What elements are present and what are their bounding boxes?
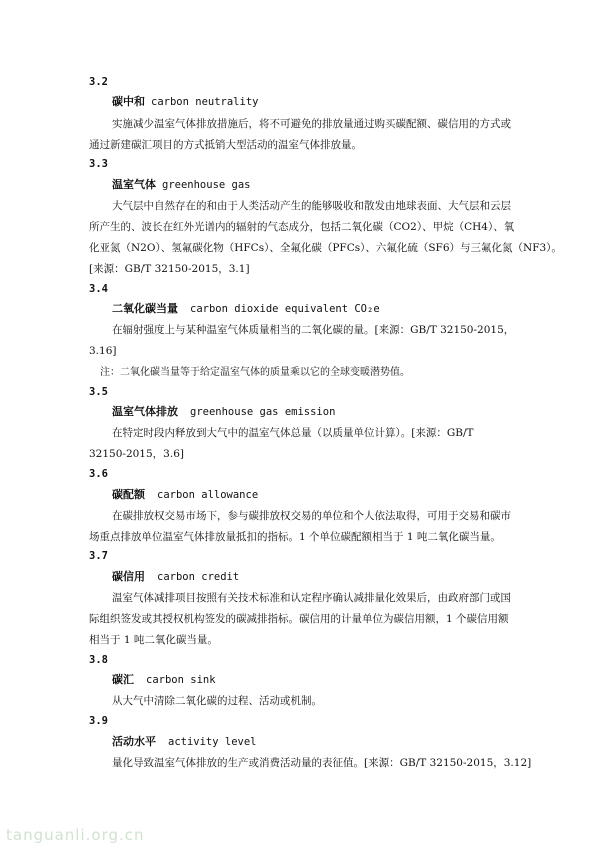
source-reference: 3.16] bbox=[89, 345, 117, 357]
term-en: carbon sink bbox=[146, 674, 216, 686]
term-zh: 碳中和 bbox=[112, 95, 145, 108]
term-zh: 温室气体排放 bbox=[112, 405, 178, 418]
term-zh: 碳信用 bbox=[112, 570, 145, 583]
term-zh: 二氧化碳当量 bbox=[112, 302, 178, 315]
term-title bbox=[112, 95, 258, 109]
term-en: activity level bbox=[168, 736, 257, 748]
definition-line: 通过新建碳汇项目的方式抵销大型活动的温室气体排放量。 bbox=[89, 139, 362, 151]
term-title bbox=[112, 178, 251, 192]
definition-line: 大气层中自然存在的和由于人类活动产生的能够吸收和散发由地球表面、大气层和云层 bbox=[112, 200, 511, 212]
term-title bbox=[112, 570, 239, 584]
watermark: tanguanli.org.cn bbox=[6, 826, 145, 844]
definition-line: 在辐射强度上与某种温室气体质量相当的二氧化碳的量。[来源：GB/T 32150-2015， bbox=[112, 324, 515, 336]
definition-line: 化亚氮（N2O）、氢氟碳化物（HFCs）、全氟化碳（PFCs）、六氟化硫（SF6）与三氟化氮（NF3）。 bbox=[89, 242, 562, 254]
term-title bbox=[112, 488, 258, 502]
definition-line: 从大气中清除二氧化碳的过程、活动或机制。 bbox=[112, 695, 322, 707]
term-en: greenhouse gas bbox=[162, 179, 251, 191]
clause-number: 3.9 bbox=[89, 715, 108, 727]
term-title bbox=[112, 302, 380, 316]
definition-line: 在特定时段内释放到大气中的温室气体总量（以质量单位计算）。[来源：GB/T bbox=[112, 427, 474, 439]
term-title bbox=[112, 405, 335, 419]
clause-number: 3.8 bbox=[89, 654, 108, 666]
definition-line: 场重点排放单位温室气体排放量抵扣的指标。1 个单位碳配额相当于 1 吨二氧化碳当量。 bbox=[89, 531, 501, 543]
clause-number: 3.2 bbox=[89, 76, 108, 88]
source-reference: [来源：GB/T 32150-2015，3.1] bbox=[89, 263, 250, 275]
definition-line: 在碳排放权交易市场下，参与碳排放权交易的单位和个人依法取得，可用于交易和碳市 bbox=[112, 510, 511, 522]
term-en: carbon allowance bbox=[157, 489, 259, 501]
clause-number: 3.4 bbox=[89, 283, 108, 295]
clause-number: 3.6 bbox=[89, 468, 108, 480]
definition-line: 量化导致温室气体排放的生产或消费活动量的表征值。[来源：GB/T 32150-2015，3.12] bbox=[112, 757, 532, 769]
term-zh: 温室气体 bbox=[112, 178, 156, 191]
definition-line: 相当于 1 吨二氧化碳当量。 bbox=[89, 634, 218, 646]
term-title bbox=[112, 735, 257, 749]
term-zh: 活动水平 bbox=[112, 735, 156, 748]
clause-number: 3.5 bbox=[89, 386, 108, 398]
term-en: carbon neutrality bbox=[151, 96, 259, 108]
definition-line: 实施减少温室气体排放措施后，将不可避免的排放量通过购买碳配额、碳信用的方式或 bbox=[112, 118, 511, 130]
definition-line: 温室气体减排项目按照有关技术标准和认定程序确认减排量化效果后，由政府部门或国 bbox=[112, 592, 511, 604]
clause-number: 3.7 bbox=[89, 550, 108, 562]
definition-line: 际组织签发或其授权机构签发的碳减排指标。碳信用的计量单位为碳信用额，1 个碳信用额 bbox=[89, 613, 509, 625]
term-title bbox=[112, 673, 216, 687]
term-en: carbon credit bbox=[157, 571, 240, 583]
definition-line: 所产生的、波长在红外光谱内的辐射的气态成分，包括二氧化碳（CO2）、甲烷（CH4）、氧 bbox=[89, 221, 515, 233]
note: 注：二氧化碳当量等于给定温室气体的质量乘以它的全球变暖潜势值。 bbox=[100, 367, 410, 378]
clause-number: 3.3 bbox=[89, 158, 108, 170]
term-en: greenhouse gas emission bbox=[190, 406, 336, 418]
term-zh: 碳配额 bbox=[112, 488, 145, 501]
term-en: carbon dioxide equivalent CO₂e bbox=[190, 303, 380, 315]
term-zh: 碳汇 bbox=[112, 673, 134, 686]
source-reference: 32150-2015，3.6] bbox=[89, 448, 184, 460]
